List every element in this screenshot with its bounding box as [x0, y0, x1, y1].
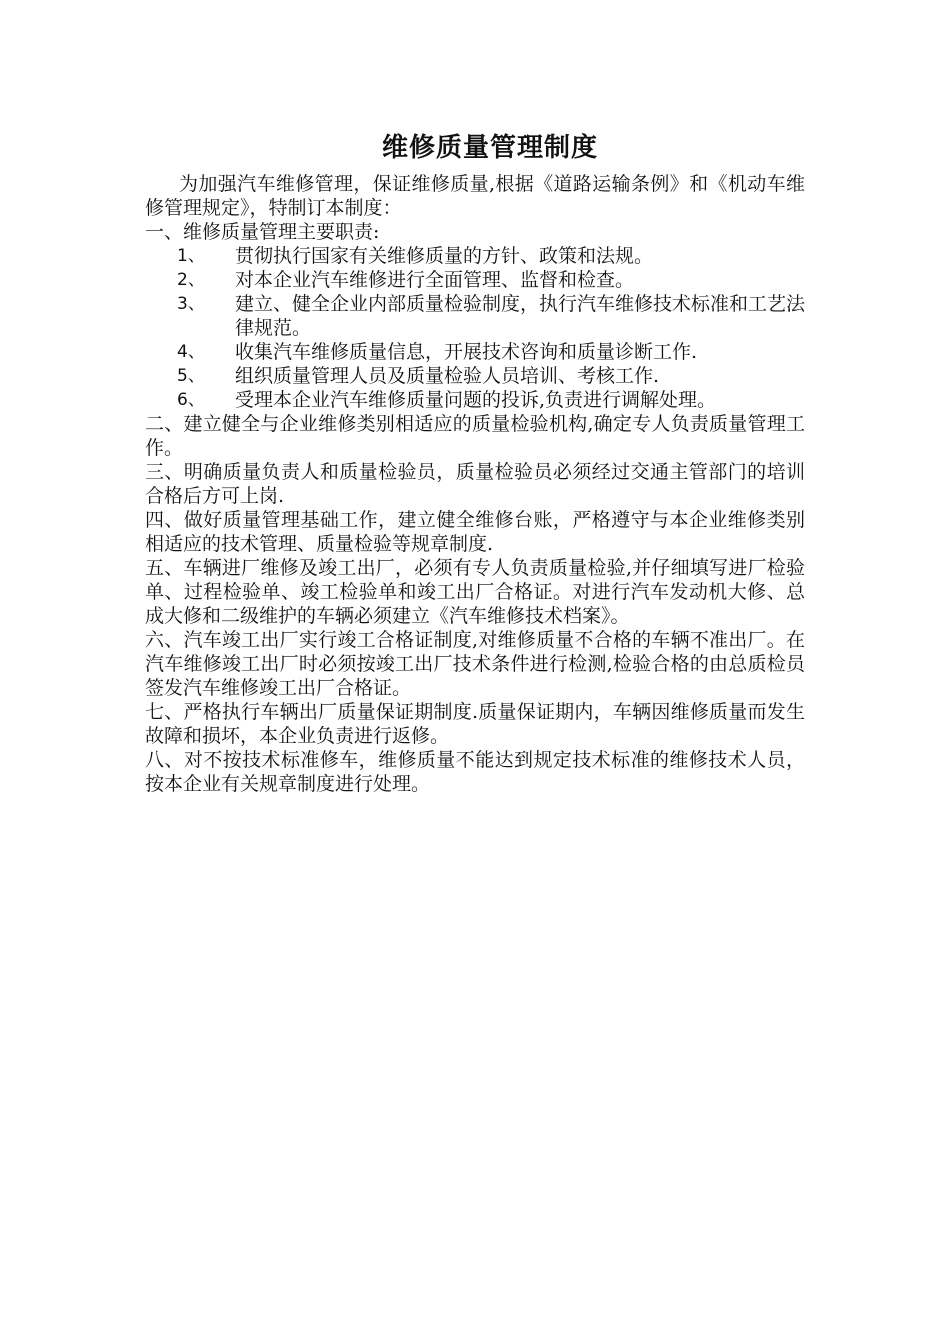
duty-item	[145, 268, 805, 292]
intro-paragraph: 为加强汽车维修管理，保证维修质量,根据《道路运输条例》和《机动车维修管理规定》，特制订本制度：	[145, 173, 805, 219]
duty-item-number: 1、	[177, 246, 205, 266]
duty-item	[145, 292, 805, 340]
duty-item-number: 6、	[177, 390, 205, 410]
duty-item-text: 组织质量管理人员及质量检验人员培训、考核工作.	[235, 365, 660, 387]
section-1-heading: 一、维修质量管理主要职责:	[145, 221, 380, 243]
duty-item-text: 贯彻执行国家有关维修质量的方针、政策和法规。	[235, 245, 654, 267]
duty-item	[145, 340, 805, 364]
duty-item-text: 收集汽车维修质量信息，开展技术咨询和质量诊断工作.	[235, 341, 698, 363]
section-3-paragraph: 三、明确质量负责人和质量检验员，质量检验员必须经过交通主管部门的培训合格后方可上岗.	[145, 461, 805, 507]
document-title: 维修质量管理制度	[381, 133, 598, 163]
duty-item-number: 4、	[177, 342, 205, 362]
duty-item-text: 对本企业汽车维修进行全面管理、监督和检查。	[235, 269, 635, 291]
duty-item-number: 5、	[177, 366, 205, 386]
duty-item	[145, 364, 805, 388]
document-body	[145, 128, 805, 796]
section-6-paragraph: 六、汽车竣工出厂实行竣工合格证制度,对维修质量不合格的车辆不准出厂。在汽车维修竣工出厂时必须按竣工出厂技术条件进行检测,检验合格的由总质检员签发汽车维修竣工出厂合格证。	[145, 629, 805, 699]
section-5-paragraph: 五、车辆进厂维修及竣工出厂，必须有专人负责质量检验,并仔细填写进厂检验单、过程检验单、竣工检验单和竣工出厂合格证。对进行汽车发动机大修、总成大修和二级维护的车辆必须建立《汽车维修技术档案》。	[145, 557, 805, 627]
section-2-paragraph: 二、建立健全与企业维修类别相适应的质量检验机构,确定专人负责质量管理工作。	[145, 413, 805, 459]
duty-item-text: 受理本企业汽车维修质量问题的投诉,负责进行调解处理。	[235, 389, 717, 411]
duty-item	[145, 244, 805, 268]
section-8-paragraph: 八、对不按技术标准修车，维修质量不能达到规定技术标准的维修技术人员，按本企业有关规章制度进行处理。	[145, 749, 805, 795]
duty-item-text: 建立、健全企业内部质量检验制度，执行汽车维修技术标准和工艺法律规范。	[235, 293, 806, 339]
section-7-paragraph: 七、严格执行车辆出厂质量保证期制度.质量保证期内，车辆因维修质量而发生故障和损坏，本企业负责进行返修。	[145, 701, 805, 747]
duty-item-number: 3、	[177, 294, 205, 314]
duty-item-number: 2、	[177, 270, 205, 290]
duty-item	[145, 388, 805, 412]
section-4-paragraph: 四、做好质量管理基础工作，建立健全维修台账，严格遵守与本企业维修类别相适应的技术管理、质量检验等规章制度.	[145, 509, 805, 555]
